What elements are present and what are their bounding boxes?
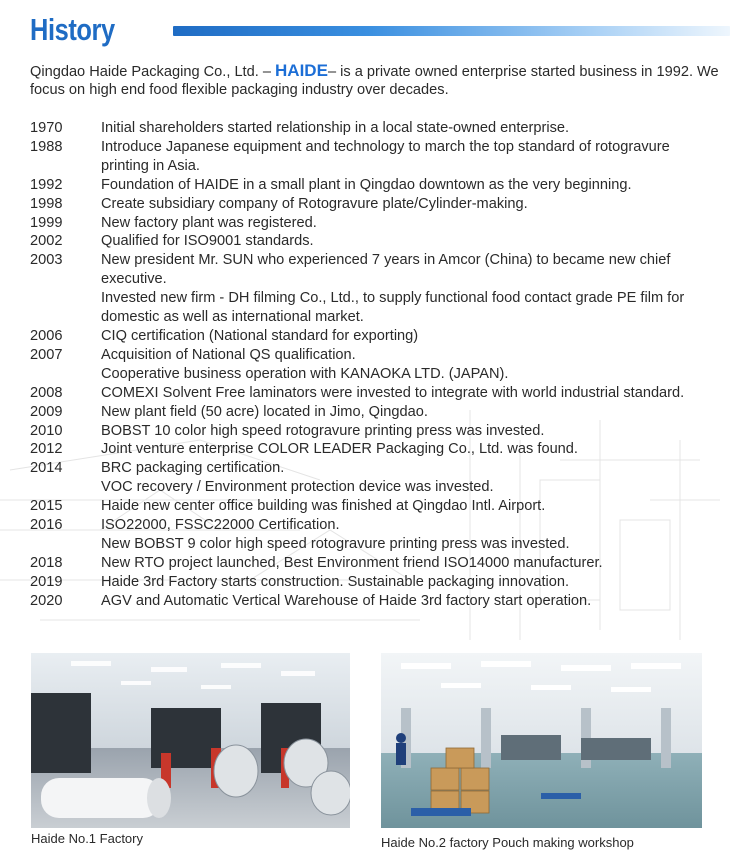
factory-1-caption: Haide No.1 Factory — [31, 831, 143, 846]
timeline-entry — [30, 497, 720, 516]
timeline-events — [101, 516, 720, 554]
timeline-events — [101, 251, 720, 327]
timeline-year: 2015 — [30, 498, 63, 515]
timeline-event-text: Create subsidiary company of Rotogravure plate/Cylinder-making. — [101, 195, 528, 212]
intro-paragraph — [30, 62, 720, 99]
timeline-events — [101, 384, 720, 403]
timeline-events — [101, 403, 720, 422]
timeline-event-text: Qualified for ISO9001 standards. — [101, 233, 314, 250]
factory-1-photo — [31, 653, 350, 828]
timeline-event-text: Haide new center office building was finished at Qingdao Intl. Airport. — [101, 498, 546, 515]
timeline-year: 2012 — [30, 441, 63, 458]
timeline-entry — [30, 440, 720, 459]
timeline-event-text: Introduce Japanese equipment and technology to march the top standard of rotogravure printing in Asia. — [101, 138, 670, 174]
timeline-entry — [30, 251, 720, 327]
timeline-event-text: Acquisition of National QS qualification. — [101, 346, 356, 363]
timeline-event-text: New RTO project launched, Best Environment friend ISO14000 manufacturer. — [101, 554, 603, 571]
timeline-year: 1988 — [30, 138, 63, 155]
timeline-events — [101, 214, 720, 233]
timeline-entry — [30, 327, 720, 346]
timeline-event-text: Invested new firm - DH filming Co., Ltd., to supply functional food contact grade PE film for domestic as well as international market. — [101, 290, 685, 326]
timeline-year: 1970 — [30, 120, 63, 136]
timeline-entry — [30, 138, 720, 176]
timeline-entry — [30, 403, 720, 422]
timeline-entry — [30, 554, 720, 573]
timeline-events — [101, 195, 720, 214]
timeline-event-text: BOBST 10 color high speed rotogravure printing press was invested. — [101, 422, 545, 439]
timeline-events — [101, 592, 720, 611]
timeline-year: 2014 — [30, 460, 63, 477]
timeline-events — [101, 346, 720, 384]
timeline-events — [101, 422, 720, 441]
timeline-events — [101, 459, 720, 497]
timeline-event-text: CIQ certification (National standard for exporting) — [101, 327, 419, 344]
timeline-year: 2003 — [30, 252, 63, 269]
timeline-events — [101, 176, 720, 195]
timeline-event-text: AGV and Automatic Vertical Warehouse of Haide 3rd factory start operation. — [101, 592, 592, 609]
timeline-entry — [30, 346, 720, 384]
timeline-year: 2008 — [30, 384, 63, 401]
timeline-event-text: COMEXI Solvent Free laminators were invested to integrate with world industrial standard. — [101, 384, 685, 401]
timeline-year: 2002 — [30, 233, 63, 250]
timeline-event-text: New plant field (50 acre) located in Jimo, Qingdao. — [101, 403, 428, 420]
timeline-year: 2009 — [30, 403, 63, 420]
timeline-year: 2019 — [30, 573, 63, 590]
timeline-event-text: Foundation of HAIDE in a small plant in Qingdao downtown as the very beginning. — [101, 176, 632, 193]
timeline-event-text: New president Mr. SUN who experienced 7 years in Amcor (China) to became new chief executive. — [101, 252, 671, 288]
timeline-entry — [30, 176, 720, 195]
intro-text-before: Qingdao Haide Packaging Co., Ltd. – — [30, 64, 271, 80]
timeline-events — [101, 554, 720, 573]
timeline-event-text: BRC packaging certification. — [101, 460, 285, 477]
timeline-year: 1992 — [30, 176, 63, 193]
timeline-entry — [30, 214, 720, 233]
page-title: History — [30, 12, 115, 47]
timeline-year: 2020 — [30, 592, 63, 609]
timeline-year: 2007 — [30, 346, 63, 363]
timeline-event-text: Joint venture enterprise COLOR LEADER Packaging Co., Ltd. was found. — [101, 441, 578, 458]
factory-2-caption: Haide No.2 factory Pouch making workshop — [381, 835, 634, 850]
timeline-entry — [30, 384, 720, 403]
timeline-event-text: Haide 3rd Factory starts construction. Sustainable packaging innovation. — [101, 573, 570, 590]
timeline-year: 2018 — [30, 554, 63, 571]
timeline-event-text: VOC recovery / Environment protection device was invested. — [101, 479, 494, 496]
title-underline-bar — [173, 26, 730, 36]
timeline-event-text: ISO22000, FSSC22000 Certification. — [101, 517, 340, 534]
timeline-entry — [30, 459, 720, 497]
timeline-year: 2010 — [30, 422, 63, 439]
timeline-entry — [30, 195, 720, 214]
timeline-entry — [30, 232, 720, 251]
timeline-events — [101, 138, 720, 176]
timeline-entry — [30, 573, 720, 592]
timeline-event-text: New BOBST 9 color high speed rotogravure printing press was invested. — [101, 535, 570, 552]
timeline-entry — [30, 119, 720, 138]
timeline-year: 2006 — [30, 327, 63, 344]
timeline-events — [101, 497, 720, 516]
timeline-entry — [30, 516, 720, 554]
brand-name: HAIDE — [275, 61, 328, 80]
timeline-event-text: Initial shareholders started relationship in a local state-owned enterprise. — [101, 120, 570, 136]
timeline-entry — [30, 422, 720, 441]
timeline-event-text: Cooperative business operation with KANAOKA LTD. (JAPAN). — [101, 365, 509, 382]
timeline-year: 1999 — [30, 214, 63, 231]
history-timeline — [30, 119, 720, 611]
timeline-entry — [30, 592, 720, 611]
timeline-events — [101, 440, 720, 459]
timeline-event-text: New factory plant was registered. — [101, 214, 317, 231]
timeline-year: 1998 — [30, 195, 63, 212]
intro-text-after: – is a private owned enterprise started business in 1992. We focus on high end food flexible packaging industry over decades. — [30, 64, 719, 98]
timeline-events — [101, 119, 720, 138]
timeline-events — [101, 327, 720, 346]
factory-2-photo — [381, 653, 702, 828]
timeline-events — [101, 573, 720, 592]
timeline-events — [101, 232, 720, 251]
timeline-year: 2016 — [30, 517, 63, 534]
